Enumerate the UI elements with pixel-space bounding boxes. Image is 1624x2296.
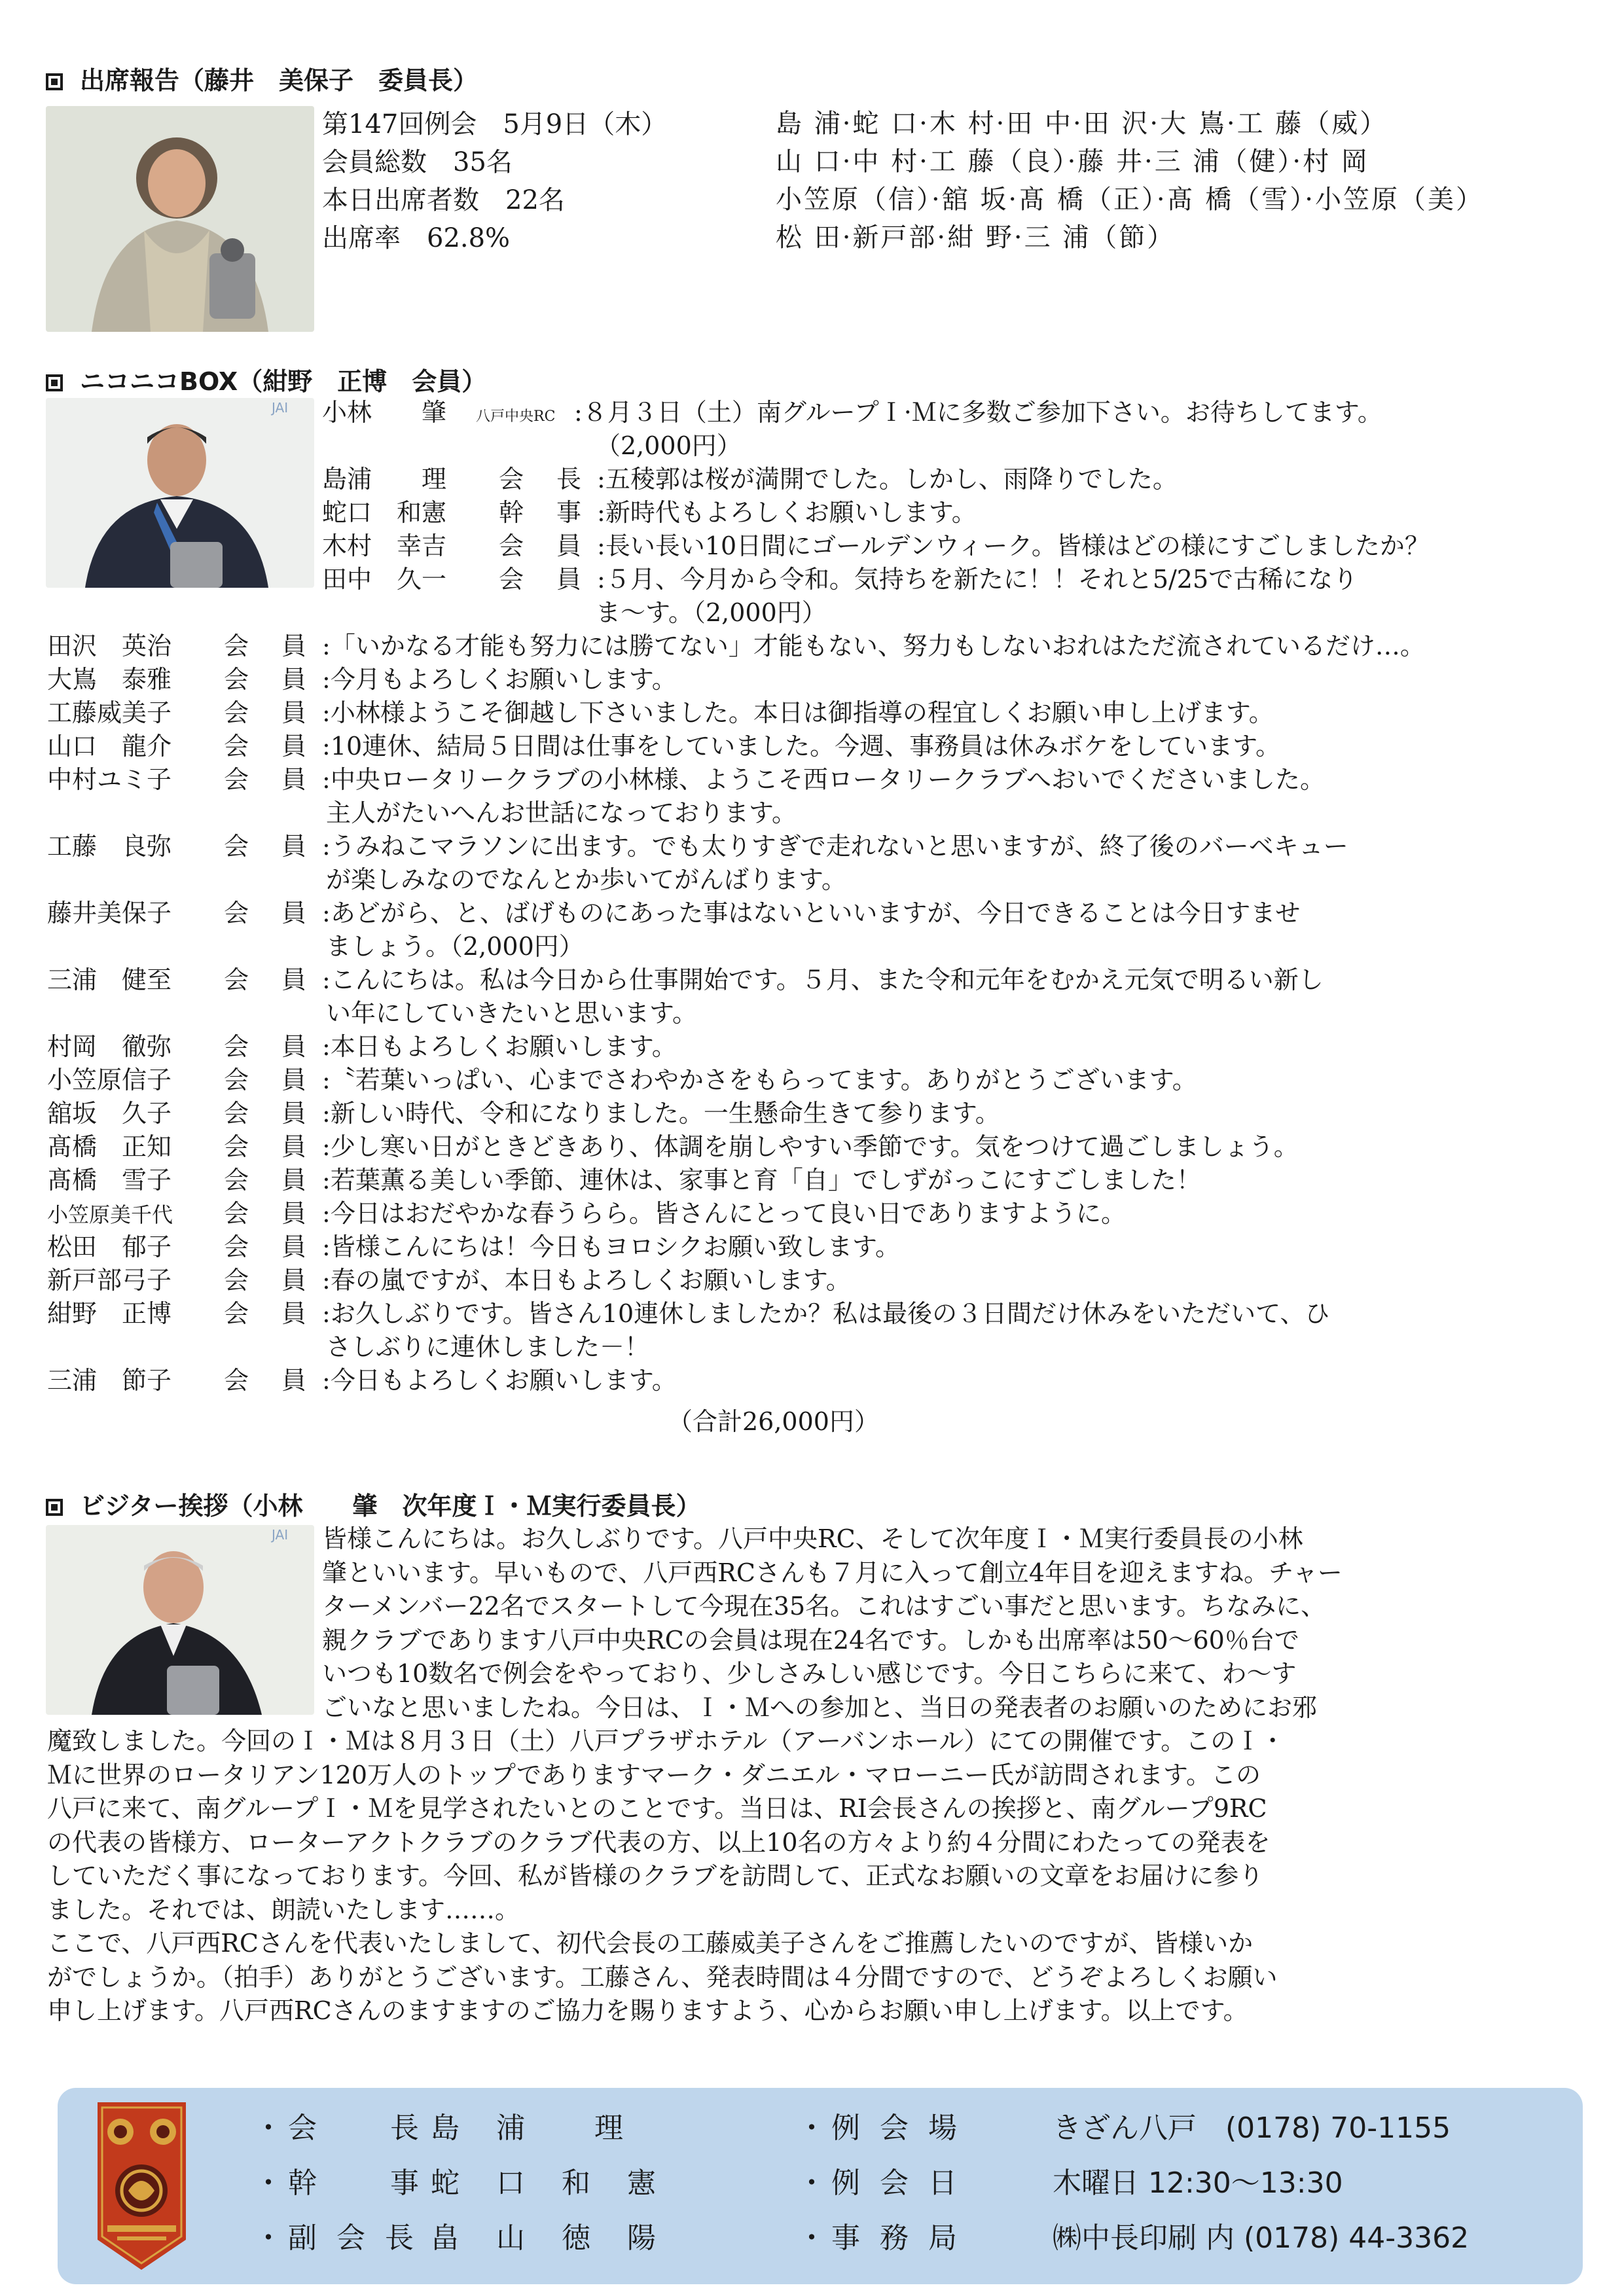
separator-colon: :	[322, 1132, 331, 1161]
visitor-speech-line: していただく事になっております。今回、私が皆様のクラブを訪問して、正式なお願いの文章をお届けに参り	[47, 1861, 1264, 1890]
officer-row: ・会 長 島 浦 理	[254, 2111, 627, 2145]
nikoniko-entry	[47, 1163, 1201, 1197]
nikoniko-entry	[47, 829, 1348, 863]
member-comment: 10連休、結局５日間は仕事をしていました。今週、事務員は休みボケをしています。	[330, 732, 1281, 761]
visitor-speech-line: がでしょうか。（拍手）ありがとうございます。工藤さん、発表時間は４分間ですので、どうぞよろしくお願い	[47, 1962, 1278, 1992]
member-role: 会 員	[224, 1166, 311, 1194]
member-comment-continued: ま～す。（2,000円）	[596, 598, 827, 627]
visitor-speaker-photo	[46, 1525, 314, 1715]
present-count: 本日出席者数 22名	[322, 185, 565, 215]
separator-colon: :	[322, 1166, 331, 1194]
attendee-line: 島 浦·蛇 口·木 村·田 中·田 沢·大 嶌·工 藤（威）	[776, 109, 1388, 139]
nikoniko-entry	[47, 896, 1300, 930]
square-bullet-icon	[46, 1499, 63, 1516]
separator-colon: :	[322, 1099, 331, 1128]
member-comment: うみねこマラソンに出ます。でも太りすぎで走れないと思いますが、終了後のバーベキュー	[330, 832, 1348, 861]
member-name: 小笠原美千代	[47, 1202, 173, 1227]
nikoniko-entry	[47, 1263, 851, 1297]
member-role: 会 員	[224, 1132, 311, 1161]
member-role: 会 員	[499, 531, 586, 560]
visitor-speech-line: ターメンバー22名でスタートして今現在35名。これはすごい事だと思います。ちなみに、	[322, 1592, 1326, 1621]
svg-text:JAI: JAI	[272, 400, 289, 416]
member-name: 紺野 正博	[47, 1299, 172, 1328]
member-role: 会 員	[224, 965, 311, 994]
nikoniko-entry	[47, 629, 1425, 663]
member-comment: ８月３日（土）南グループＩ·Ｍに多数ご参加下さい。お待ちしてます。	[582, 398, 1382, 427]
nikoniko-entry	[47, 1230, 900, 1264]
nikoniko-entry	[47, 1030, 677, 1064]
member-comment: 今月もよろしくお願いします。	[330, 665, 677, 694]
member-comment: 春の嵐ですが、本日もよろしくお願いします。	[330, 1266, 851, 1295]
member-comment-continued: い年にしていきたいと思います。	[326, 999, 697, 1028]
member-role: 会 長	[499, 465, 586, 493]
member-name: 工藤 良弥	[47, 832, 172, 861]
member-role: 会 員	[499, 565, 586, 594]
member-role: 会 員	[224, 1066, 311, 1094]
member-comment: こんにちは。私は今日から仕事開始です。５月、また令和元年をむかえ元気で明るい新し	[330, 965, 1324, 994]
nikoniko-entry	[322, 562, 1358, 596]
member-name: 三浦 節子	[47, 1366, 172, 1395]
separator-colon: :	[322, 1066, 331, 1094]
separator-colon: :	[597, 498, 605, 527]
attendee-line: 松 田·新戸部·紺 野·三 浦（節）	[776, 223, 1176, 253]
meeting-info-row: ・例 会 日 木曜日 12:30～13:30	[797, 2166, 1343, 2200]
member-comment: 〝若葉いっぱい、心までさわやかさをもらってます。ありがとうございます。	[330, 1066, 1197, 1094]
nikoniko-entry	[322, 529, 1430, 563]
nikoniko-entry	[47, 963, 1324, 997]
visitor-speech-line: 八戸に来て、南グループＩ・Ｍを見学されたいとのことです。当日は、RI会長さんの挨拶と、南グループ9RC	[47, 1794, 1267, 1823]
officer-row: ・副 会 長 畠 山 徳 陽	[254, 2221, 660, 2255]
nikoniko-speaker-photo	[46, 398, 314, 588]
member-comment-continued: さしぶりに連休しました－！	[326, 1333, 650, 1361]
separator-colon: :	[322, 1199, 331, 1228]
separator-colon: :	[597, 531, 605, 560]
member-comment: 本日もよろしくお願いします。	[330, 1032, 677, 1061]
separator-colon: :	[322, 732, 331, 761]
member-role: 会 員	[224, 1232, 311, 1261]
separator-colon: :	[322, 1032, 331, 1061]
nikoniko-entry	[47, 1063, 1197, 1097]
member-name: 島浦 理	[322, 465, 447, 493]
square-bullet-icon	[46, 73, 63, 90]
member-name: 松田 郁子	[47, 1232, 172, 1261]
separator-colon: :	[322, 632, 331, 660]
attendance-rate: 出席率 62.8%	[322, 223, 511, 253]
member-comment: 五稜郭は桜が満開でした。しかし、雨降りでした。	[605, 465, 1178, 493]
member-role: 会 員	[224, 1099, 311, 1128]
visitor-speech-line: ここで、八戸西RCさんを代表いたしまして、初代会長の工藤威美子さんをご推薦したいのですが、皆様いか	[47, 1929, 1254, 1958]
member-comment-continued: 主人がたいへんお世話になっております。	[326, 798, 797, 827]
member-role: 会 員	[224, 1032, 311, 1061]
nikoniko-entry	[47, 1130, 1299, 1164]
square-bullet-icon	[46, 374, 63, 391]
officers-column	[254, 2101, 660, 2266]
member-comment: 少し寒い日がときどきあり、体調を崩しやすい季節です。気をつけて過ごしましょう。	[330, 1132, 1299, 1161]
member-name: 田中 久一	[322, 565, 447, 594]
visitor-speech-line: Ｍに世界のロータリアン120万人のトップでありますマーク・ダニエル・マローニー氏が訪問されます。この	[47, 1760, 1261, 1789]
member-role: 幹 事	[499, 498, 586, 527]
member-comment: 皆様こんにちは！今日もヨロシクお願い致します。	[330, 1232, 901, 1261]
visitor-speech-line: 皆様こんにちは。お久しぶりです。八戸中央RC、そして次年度Ｉ・Ｍ実行委員長の小林	[322, 1524, 1303, 1553]
member-comment-continued: （2,000円）	[596, 431, 742, 460]
visitor-speech-line: の代表の皆様方、ローターアクトクラブのクラブ代表の方、以上10名の方々より約４分間にわたっての発表を	[47, 1827, 1271, 1857]
officer-row: ・幹 事 蛇 口 和 憲	[254, 2166, 660, 2200]
member-name: 舘坂 久子	[47, 1099, 172, 1128]
separator-colon: :	[322, 1299, 331, 1328]
nikoniko-entry	[47, 729, 1280, 763]
nikoniko-entry	[322, 495, 977, 529]
member-role: 会 員	[224, 698, 311, 727]
member-comment: 今日はおだやかな春うらら。皆さんにとって良い日でありますように。	[330, 1199, 1127, 1228]
member-name: 中村ユミ子	[47, 765, 172, 794]
separator-colon: :	[574, 398, 583, 427]
meeting-info-column	[797, 2101, 1469, 2266]
nikoniko-heading: ニコニコBOX（紺野 正博 会員）	[46, 361, 486, 397]
member-name: 山口 龍介	[47, 732, 172, 761]
member-comment: お久しぶりです。皆さん10連休しましたか？私は最後の３日間だけ休みをいただいて、ひ	[330, 1299, 1330, 1328]
member-name: 木村 幸吉	[322, 531, 447, 560]
attendee-line: 小笠原（信）·舘 坂·髙 橋（正）·髙 橋（雪）·小笠原（美）	[776, 185, 1485, 215]
nikoniko-entry	[322, 462, 1178, 496]
nikoniko-entry	[47, 1297, 1329, 1331]
member-comment-continued: ましょう。（2,000円）	[326, 932, 584, 961]
nikoniko-entry	[322, 395, 1382, 429]
member-comment: ５月、今月から令和。気持ちを新たに！！それと5/25で古稀になり	[605, 565, 1358, 594]
member-role: 会 員	[224, 899, 311, 927]
meeting-number: 第147回例会 5月9日（木）	[322, 109, 668, 139]
member-name: 村岡 徹弥	[47, 1032, 172, 1061]
nikoniko-entry	[47, 696, 1274, 730]
member-comment-continued: が楽しみなのでなんとか歩いてがんばります。	[326, 865, 846, 894]
member-comment: 小林様ようこそ御越し下さいました。本日は御指導の程宜しくお願い申し上げます。	[330, 698, 1274, 727]
member-name: 大嶌 泰雅	[47, 665, 172, 694]
nikoniko-entry	[47, 1196, 1126, 1230]
club-info-footer	[58, 2088, 1583, 2284]
member-comment: 中央ロータリークラブの小林様、ようこそ西ロータリークラブへおいでくださいました。	[330, 765, 1326, 794]
separator-colon: :	[322, 832, 331, 861]
member-comment: 新時代もよろしくお願いします。	[605, 498, 977, 527]
member-comment: 若葉薫る美しい季節、連休は、家事と育「自」でしずがっこにすごしました！	[330, 1166, 1201, 1194]
member-role: 会 員	[224, 832, 311, 861]
meeting-info-row: ・例 会 場 きざん八戸 (0178) 70-1155	[797, 2111, 1451, 2145]
member-comment: 今日もよろしくお願いします。	[330, 1366, 677, 1395]
separator-colon: :	[322, 765, 331, 794]
member-role: 会 員	[224, 1199, 311, 1228]
member-comment: あどがら、と、ばげものにあった事はないといいますが、今日できることは今日すませ	[330, 899, 1301, 927]
member-name: 工藤威美子	[47, 698, 172, 727]
separator-colon: :	[322, 899, 331, 927]
member-role: 会 員	[224, 632, 311, 660]
attendee-names	[776, 105, 1484, 257]
visitor-speech-line: ごいなと思いましたね。今日は、Ｉ・Ｍへの参加と、当日の発表者のお願いのためにお邪	[322, 1693, 1318, 1722]
nikoniko-entry	[47, 662, 677, 696]
visitor-speech-line: ました。それでは、朗読いたします……。	[47, 1895, 520, 1924]
separator-colon: :	[322, 965, 331, 994]
visitor-speech-line: 申し上げます。八戸西RCさんのますますのご協力を賜りますよう、心からお願い申し上げます。以上です。	[47, 1996, 1248, 2025]
member-role: 会 員	[224, 765, 311, 794]
member-role: 会 員	[224, 732, 311, 761]
nikoniko-entry	[47, 1363, 677, 1397]
member-role: 会 員	[224, 1366, 311, 1395]
member-role: 会 員	[224, 1299, 311, 1328]
svg-text:JAI: JAI	[272, 1527, 289, 1543]
member-role: 会 員	[224, 665, 311, 694]
separator-colon: :	[597, 465, 605, 493]
member-name: 蛇口 和憲	[322, 498, 447, 527]
visitor-speech-line: 親クラブであります八戸中央RCの会員は現在24名です。しかも出席率は50～60％台で	[322, 1625, 1299, 1655]
member-name: 田沢 英治	[47, 632, 172, 660]
meeting-info-row: ・事 務 局 ㈱中長印刷 内 (0178) 44-3362	[797, 2221, 1470, 2255]
member-name: 小林 肇	[322, 398, 447, 427]
visitor-heading: ビジター挨拶（小林 肇 次年度Ｉ・Ｍ実行委員長）	[46, 1486, 700, 1522]
separator-colon: :	[322, 1266, 331, 1295]
nikoniko-entry	[47, 762, 1325, 797]
member-role: 八戸中央RC	[476, 408, 556, 425]
member-comment: 「いかなる才能も努力には勝てない」才能もない、努力もしないおれはただ流されているだけ…。	[330, 632, 1425, 660]
visitor-speech-line: 肇といいます。早いもので、八戸西RCさんも７月に入って創立4年目を迎えますね。チャー	[322, 1558, 1343, 1587]
separator-colon: :	[322, 698, 331, 727]
member-name: 小笠原信子	[47, 1066, 172, 1094]
separator-colon: :	[322, 1232, 331, 1261]
member-name: 髙橋 正知	[47, 1132, 172, 1161]
attendee-line: 山 口·中 村·工 藤（良）·藤 井·三 浦（健）·村 岡	[776, 147, 1369, 177]
member-name: 新戸部弓子	[47, 1266, 172, 1295]
club-banner-logo	[94, 2102, 189, 2270]
separator-colon: :	[597, 565, 605, 594]
nikoniko-entry	[47, 1096, 1000, 1130]
member-name: 三浦 健至	[47, 965, 172, 994]
nikoniko-total: （合計26,000円）	[668, 1407, 879, 1436]
attendance-heading: 出席報告（藤井 美保子 委員長）	[46, 60, 478, 96]
member-role: 会 員	[224, 1266, 311, 1295]
member-name: 藤井美保子	[47, 899, 172, 927]
member-comment: 長い長い10日間にゴールデンウィーク。皆様はどの様にすごしましたか？	[605, 531, 1430, 560]
separator-colon: :	[322, 1366, 331, 1395]
visitor-speech-line: 魔致しました。今回のＩ・Ｍは８月３日（土）八戸プラザホテル（アーバンホール）にての開催です。このＩ・	[47, 1727, 1286, 1755]
member-comment: 新しい時代、令和になりました。一生懸命生きて参ります。	[330, 1099, 1000, 1128]
separator-colon: :	[322, 665, 331, 694]
visitor-speech-line: いつも10数名で例会をやっており、少しさみしい感じです。今日こちらに来て、わ～す	[322, 1659, 1297, 1688]
attendance-chair-photo	[46, 106, 314, 332]
members-total: 会員総数 35名	[322, 147, 513, 177]
member-name: 髙橋 雪子	[47, 1166, 172, 1194]
